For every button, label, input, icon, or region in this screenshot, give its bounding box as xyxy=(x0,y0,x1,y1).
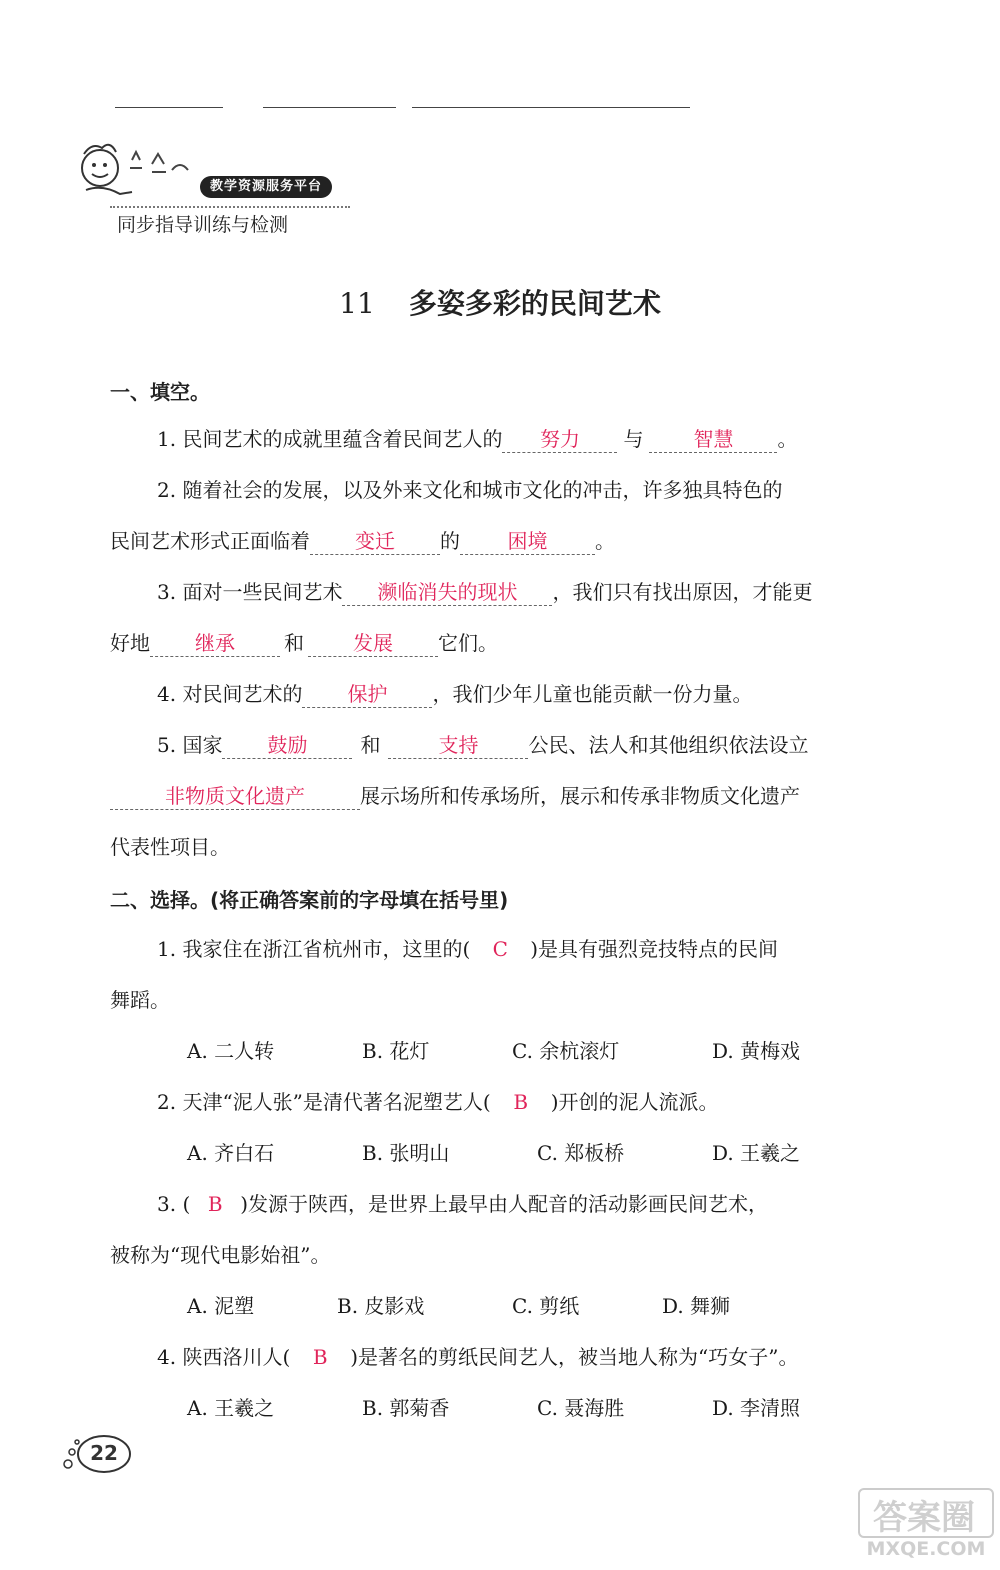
option-d: D. 舞狮 xyxy=(662,1294,731,1318)
header-dotted-rule xyxy=(110,206,350,208)
choice-question-1: 1. 我家住在浙江省杭州市，这里的( C )是具有强烈竞技特点的民间 xyxy=(157,937,779,961)
choice-options xyxy=(187,1292,730,1320)
option-b: B. 花灯 xyxy=(362,1039,430,1063)
option-c: C. 聂海胜 xyxy=(537,1396,625,1420)
fill-question-5-line-2: 非物质文化遗产 展示场所和传承场所，展示和传承非物质文化遗产 xyxy=(110,782,800,810)
option-c: C. 剪纸 xyxy=(512,1294,580,1318)
answer-blank: 努力 xyxy=(502,426,617,453)
choice-question-3: 3. ( B )发源于陕西，是世界上最早由人配音的活动影画民间艺术， xyxy=(157,1192,769,1216)
choice-question-3-line-2: 被称为“现代电影始祖”。 xyxy=(110,1243,331,1267)
option-a: A. 齐白石 xyxy=(187,1141,275,1165)
lesson-number: 11 xyxy=(339,287,375,320)
fill-question-1: 1. 民间艺术的成就里蕴含着民间艺人的 努力 与 智慧 。 xyxy=(157,427,798,451)
book-subtitle: 同步指导训练与检测 xyxy=(117,214,289,236)
answer-letter: B xyxy=(513,1090,529,1114)
brand-badge: 教学资源服务平台 xyxy=(200,176,332,198)
answer-blank: 发展 xyxy=(308,630,438,657)
option-b: B. 郭菊香 xyxy=(362,1396,450,1420)
fill-question-5-line-3: 代表性项目。 xyxy=(110,835,230,859)
answer-letter: B xyxy=(312,1345,328,1369)
page-number: 22 xyxy=(90,1441,118,1465)
fill-question-5-line-1: 5. 国家 鼓励 和 支持 公民、法人和其他组织依法设立 xyxy=(157,733,809,757)
watermark-logo: 答案圈 xyxy=(873,1498,975,1538)
lesson-title-text: 多姿多彩的民间艺术 xyxy=(408,287,661,320)
answer-letter: C xyxy=(492,937,508,961)
section-fill-blank-heading: 一、填空。 xyxy=(110,380,210,404)
option-d: D. 李清照 xyxy=(712,1396,801,1420)
cartoon-logo-icon xyxy=(72,140,342,210)
answer-blank: 保护 xyxy=(302,681,432,708)
answer-letter: B xyxy=(207,1192,223,1216)
answer-blank: 支持 xyxy=(388,732,528,759)
answer-blank: 智慧 xyxy=(649,426,777,453)
option-d: D. 王羲之 xyxy=(712,1141,801,1165)
choice-options xyxy=(187,1037,800,1065)
choice-question-1-line-2: 舞蹈。 xyxy=(110,988,170,1012)
option-a: A. 二人转 xyxy=(187,1039,275,1063)
lesson-title xyxy=(0,282,1000,322)
option-a: A. 泥塑 xyxy=(187,1294,255,1318)
fill-question-4: 4. 对民间艺术的 保护 ，我们少年儿童也能贡献一份力量。 xyxy=(157,682,753,706)
fill-question-3-line-2: 好地 继承 和 发展 它们。 xyxy=(110,631,498,655)
answer-blank: 濒临消失的现状 xyxy=(342,579,552,606)
fill-question-2-line-1: 2. 随着社会的发展，以及外来文化和城市文化的冲击，许多独具特色的 xyxy=(157,478,783,502)
answer-blank: 鼓励 xyxy=(222,732,352,759)
header-rule xyxy=(115,107,223,108)
option-c: C. 郑板桥 xyxy=(537,1141,625,1165)
watermark-url: MXQE.COM xyxy=(866,1538,986,1560)
option-d: D. 黄梅戏 xyxy=(712,1039,801,1063)
fill-question-3-line-1: 3. 面对一些民间艺术 濒临消失的现状 ，我们只有找出原因，才能更 xyxy=(157,580,813,604)
choice-options xyxy=(187,1394,800,1422)
answer-blank: 变迁 xyxy=(310,528,440,555)
choice-options xyxy=(187,1139,800,1167)
answer-blank: 困境 xyxy=(460,528,595,555)
section-choice-heading: 二、选择。(将正确答案前的字母填在括号里) xyxy=(110,888,509,912)
fill-question-2-line-2: 民间艺术形式正面临着 变迁 的 困境 。 xyxy=(110,529,615,553)
option-c: C. 余杭滚灯 xyxy=(512,1039,620,1063)
option-a: A. 王羲之 xyxy=(187,1396,275,1420)
header-rule xyxy=(263,107,396,108)
header-rule xyxy=(412,107,690,108)
choice-question-2: 2. 天津“泥人张”是清代著名泥塑艺人( B )开创的泥人流派。 xyxy=(157,1090,719,1114)
answer-blank: 非物质文化遗产 xyxy=(110,783,360,810)
option-b: B. 皮影戏 xyxy=(337,1294,425,1318)
choice-question-4: 4. 陕西洛川人( B )是著名的剪纸民间艺人，被当地人称为“巧女子”。 xyxy=(157,1345,799,1369)
answer-blank: 继承 xyxy=(150,630,280,657)
option-b: B. 张明山 xyxy=(362,1141,450,1165)
